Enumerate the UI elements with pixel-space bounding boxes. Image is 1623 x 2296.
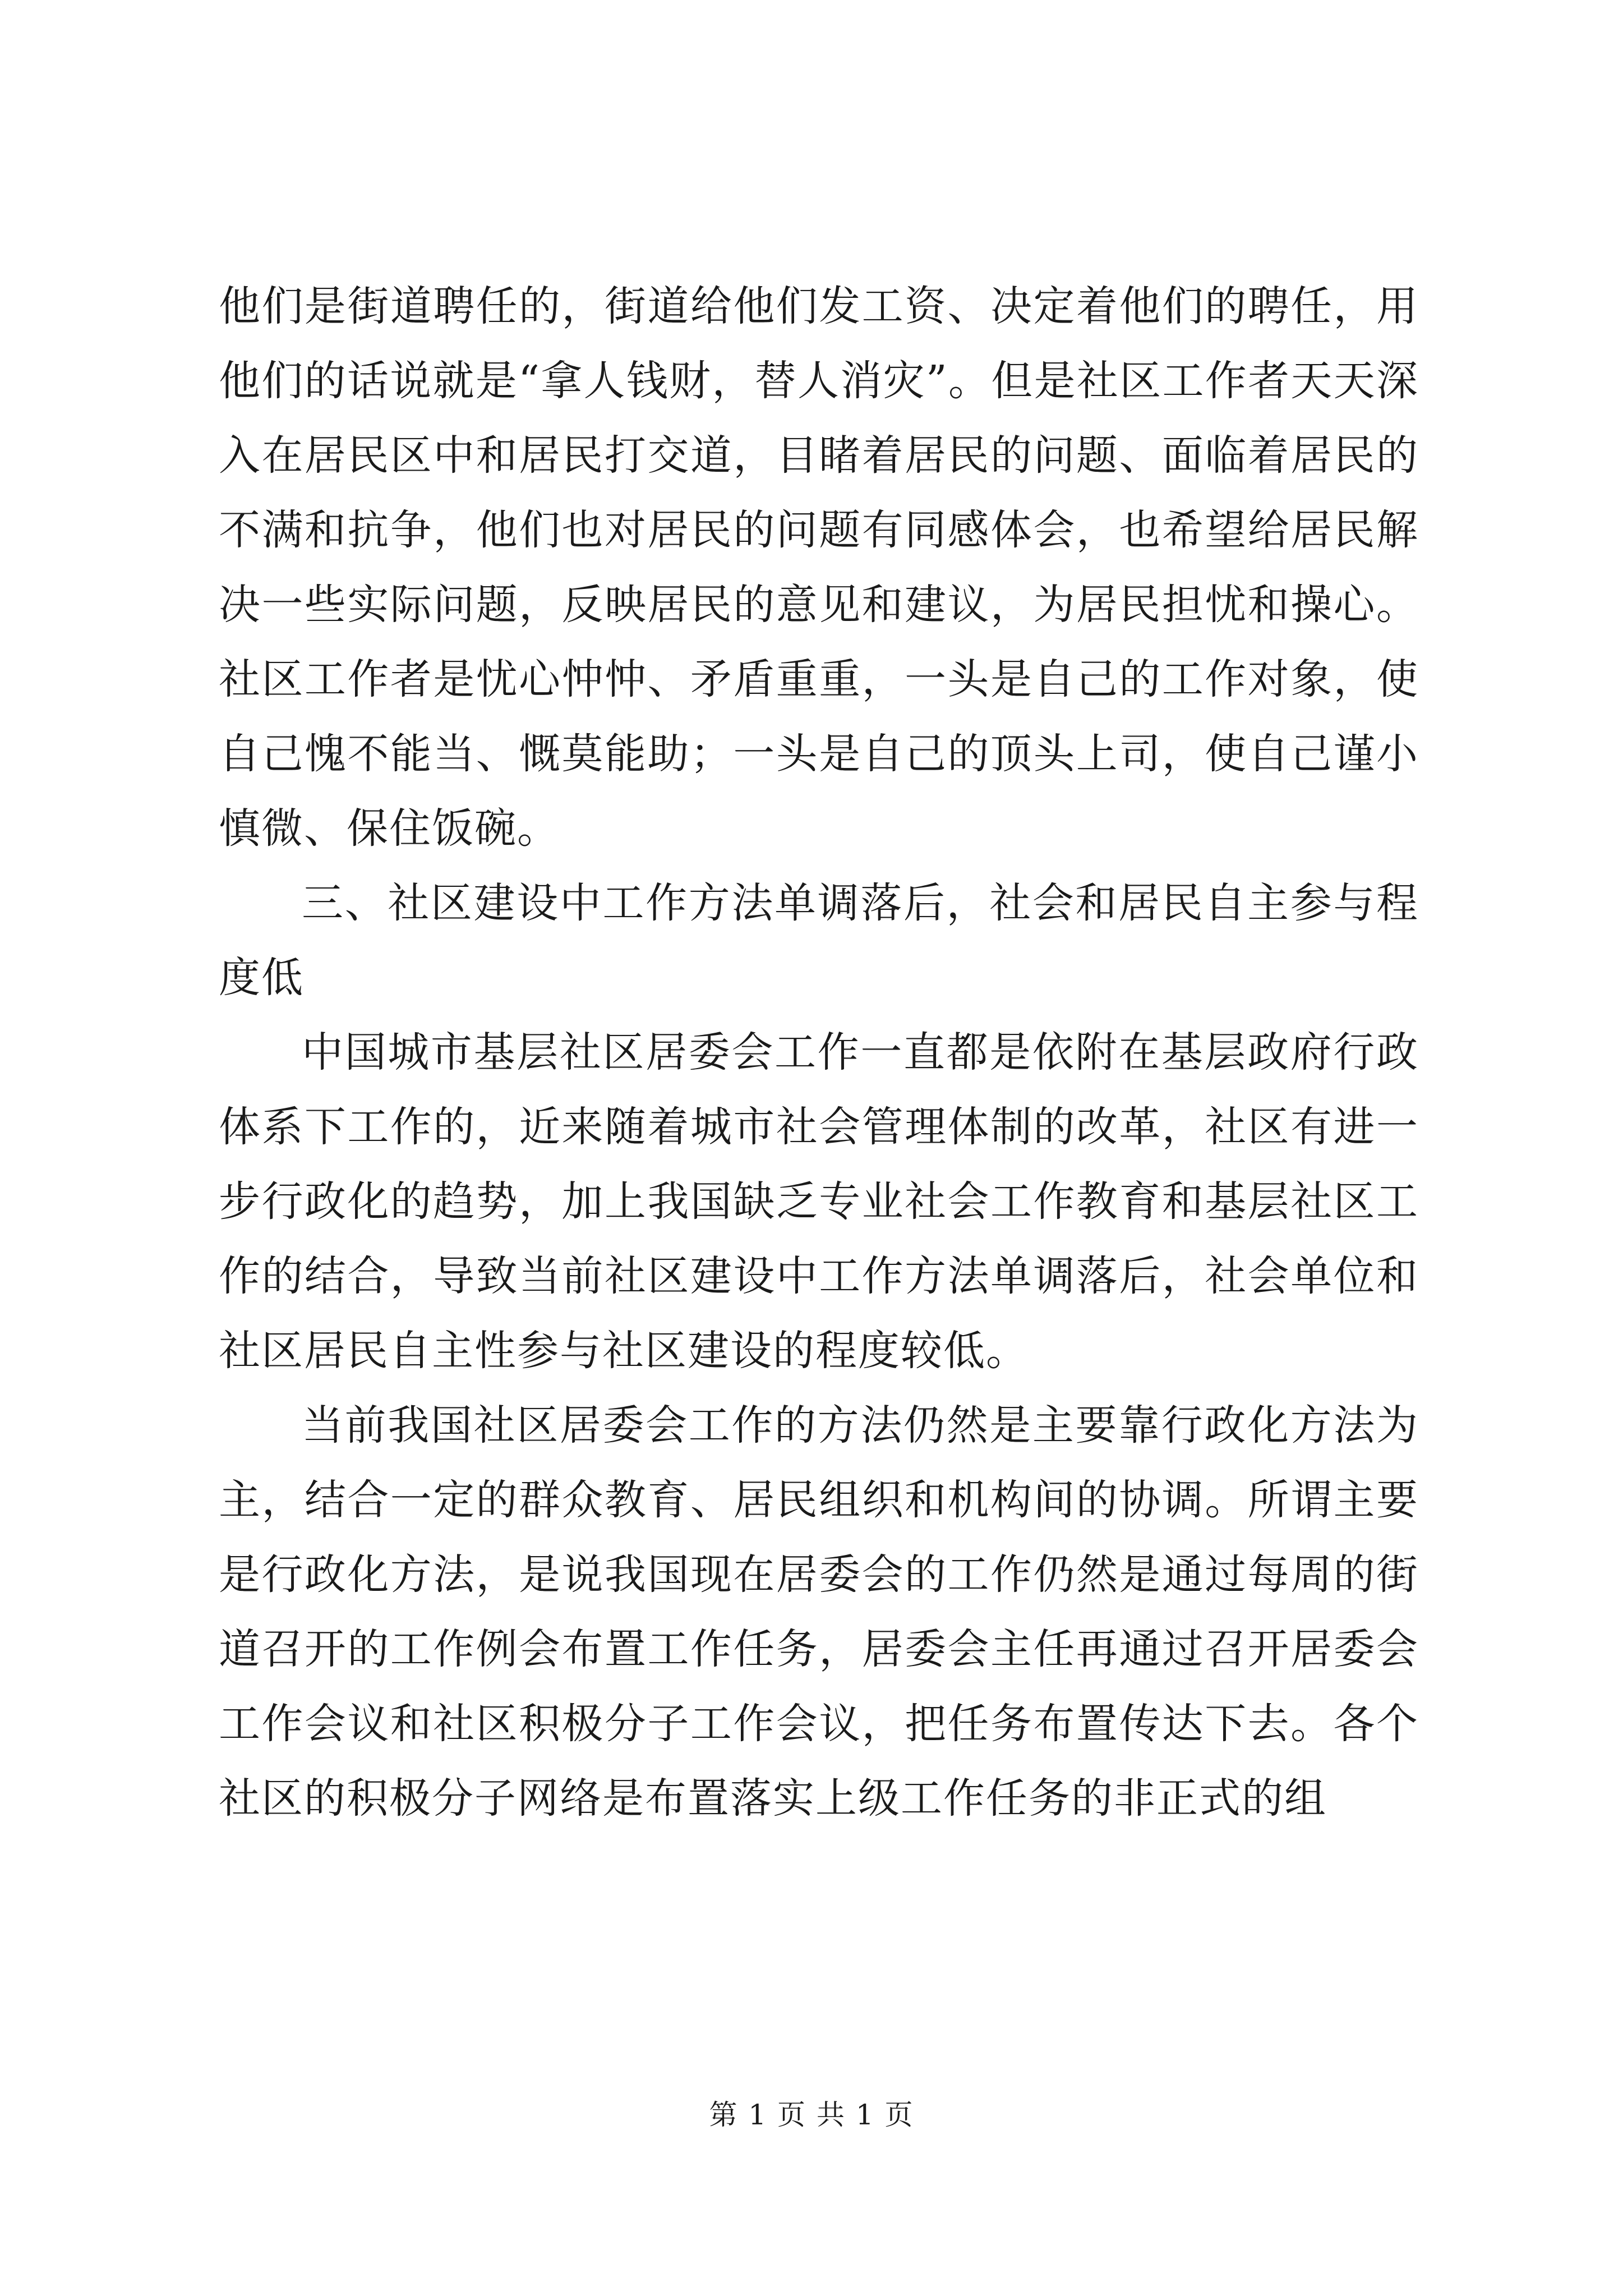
body-paragraph: 当前我国社区居委会工作的方法仍然是主要靠行政化方法为主，结合一定的群众教育、居民组织和机构间的协调。所谓主要是行政化方法，是说我国现在居委会的工作仍然是通过每周的街道召开的工作例会布置工作任务，居委会主任再通过召开居委会工作会议和社区积极分子工作会议，把任务布置传达下去。各个社区的积极分子网络是布置落实上级工作任务的非正式的组 <box>219 1401 1419 1823</box>
body-paragraph: 中国城市基层社区居委会工作一直都是依附在基层政府行政体系下工作的，近来随着城市社会管理体制的改革，社区有进一步行政化的趋势，加上我国缺乏专业社会工作教育和基层社区工作的结合，导致当前社区建设中工作方法单调落后，社会单位和社区居民自主性参与社区建设的程度较低。 <box>219 1028 1419 1375</box>
section-heading: 三、社区建设中工作方法单调落后，社会和居民自主参与程度低 <box>219 879 1419 1002</box>
body-paragraph-continued: 他们是街道聘任的，街道给他们发工资、决定着他们的聘任，用他们的话说就是“拿人钱财，替人消灾”。但是社区工作者天天深入在居民区中和居民打交道，目睹着居民的问题、面临着居民的不满和抗争，他们也对居民的问题有同感体会，也希望给居民解决一些实际问题，反映居民的意见和建议，为居民担忧和操心。社区工作者是忧心忡忡、矛盾重重，一头是自己的工作对象，使自己愧不能当、慨莫能助；一头是自己的顶头上司，使自己谨小慎微、保住饭碗。 <box>219 282 1419 853</box>
document-body <box>219 269 1419 1836</box>
page-footer: 第 1 页 共 1 页 <box>709 2099 914 2131</box>
